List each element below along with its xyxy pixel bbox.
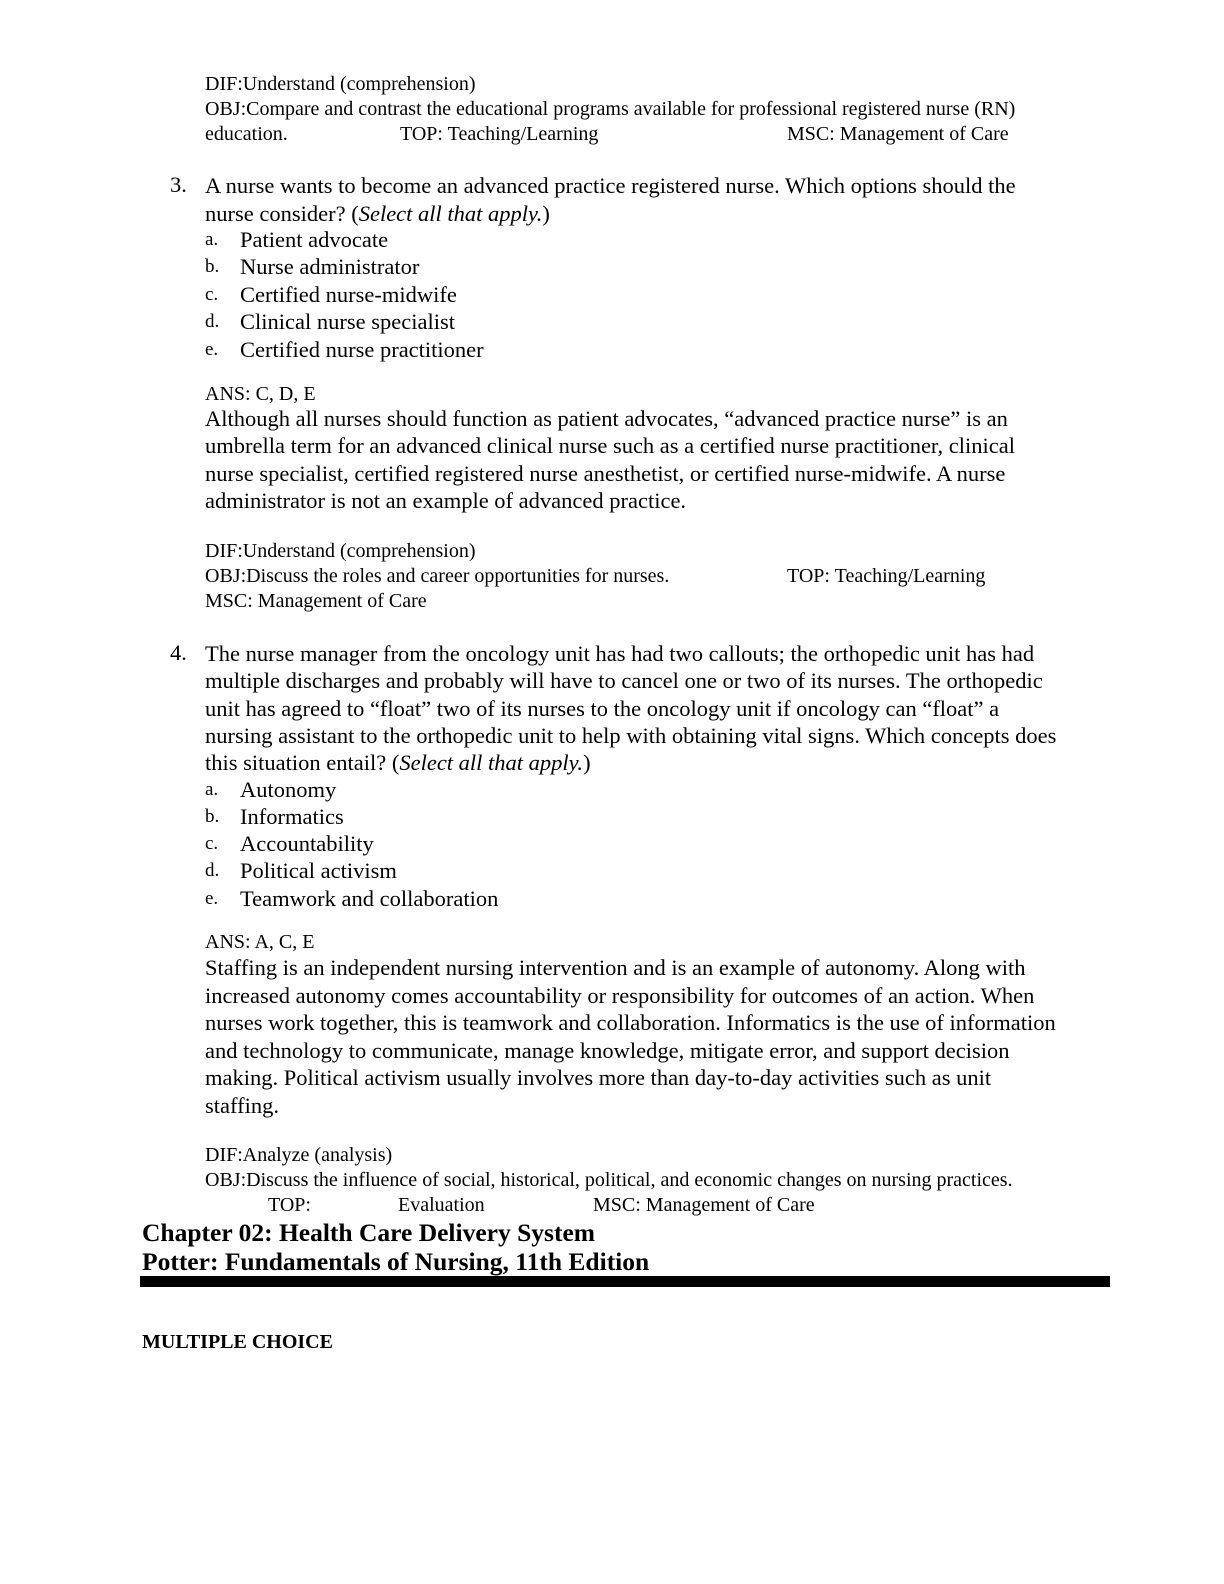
q4-stem-line2: multiple discharges and probably will have to cancel one or two of its nurses. The orthopedic (205, 668, 1043, 693)
section-heading: MULTIPLE CHOICE (142, 1331, 333, 1353)
q4-option-c: Accountability (240, 831, 374, 856)
q4-option-a-letter: a. (205, 779, 219, 800)
q3-answer: ANS: C, D, E (205, 383, 316, 405)
q4-rationale-line1: Staffing is an independent nursing intervention and is an example of autonomy. Along with (205, 955, 1026, 980)
q4-top-label: TOP: (268, 1194, 311, 1216)
q3-option-a-letter: a. (205, 229, 219, 250)
q3-option-d: Clinical nurse specialist (240, 309, 455, 334)
q3-option-e-letter: e. (205, 339, 219, 360)
q3-top: TOP: Teaching/Learning (787, 565, 986, 587)
q4-obj: OBJ:Discuss the influence of social, historical, political, and economic changes on nursing practices. (205, 1169, 1013, 1191)
q3-obj: OBJ:Discuss the roles and career opportunities for nurses. (205, 565, 670, 587)
q4-rationale-line3: nurses work together, this is teamwork and collaboration. Informatics is the use of information (205, 1010, 1056, 1035)
q3-number: 3. (170, 172, 187, 197)
q3-rationale-line3: nurse specialist, certified registered nurse anesthetist, or certified nurse-midwife. A nurse (205, 461, 1006, 486)
q4-stem-line1: The nurse manager from the oncology unit has had two callouts; the orthopedic unit has had (205, 641, 1035, 666)
q4-stem-line3: unit has agreed to “float” two of its nurses to the oncology unit if oncology can “float” a (205, 696, 1000, 721)
q4-msc: MSC: Management of Care (593, 1194, 815, 1216)
q4-option-a: Autonomy (240, 777, 337, 802)
book-title: Potter: Fundamentals of Nursing, 11th Edition (142, 1247, 650, 1276)
prev-msc: MSC: Management of Care (787, 123, 1009, 145)
chapter-title: Chapter 02: Health Care Delivery System (142, 1218, 596, 1247)
q3-option-a: Patient advocate (240, 227, 389, 252)
q3-option-b: Nurse administrator (240, 254, 420, 279)
q4-dif: DIF:Analyze (analysis) (205, 1144, 393, 1166)
q4-rationale-line2: increased autonomy comes accountability or responsibility for outcomes of an action. When (205, 983, 1035, 1008)
q4-option-c-letter: c. (205, 833, 219, 854)
heading-rule (140, 1276, 1110, 1287)
q4-number: 4. (170, 640, 187, 665)
q4-stem-line5: this situation entail? (Select all that apply.) (205, 750, 591, 775)
q4-rationale-line6: staffing. (205, 1093, 279, 1118)
q3-dif: DIF:Understand (comprehension) (205, 540, 476, 562)
prev-obj-line2: education. (205, 123, 288, 145)
q4-option-d: Political activism (240, 858, 397, 883)
q3-stem-line1: A nurse wants to become an advanced practice registered nurse. Which options should the (205, 173, 1016, 198)
q3-option-b-letter: b. (205, 256, 220, 277)
q3-rationale-line1: Although all nurses should function as patient advocates, “advanced practice nurse” is an (205, 406, 1008, 431)
q4-option-e-letter: e. (205, 888, 219, 909)
prev-top: TOP: Teaching/Learning (400, 123, 599, 145)
q3-option-c: Certified nurse-midwife (240, 282, 457, 307)
q3-option-c-letter: c. (205, 284, 219, 305)
q4-top-value: Evaluation (398, 1194, 485, 1216)
q4-option-b-letter: b. (205, 806, 220, 827)
q4-option-b: Informatics (240, 804, 344, 829)
q4-stem-line4: nursing assistant to the orthopedic unit to help with obtaining vital signs. Which concepts does (205, 723, 1057, 748)
q3-stem-line2: nurse consider? (Select all that apply.) (205, 201, 550, 226)
q4-option-d-letter: d. (205, 860, 220, 881)
q3-msc: MSC: Management of Care (205, 590, 427, 612)
q4-answer: ANS: A, C, E (205, 931, 315, 953)
prev-dif: DIF:Understand (comprehension) (205, 73, 476, 95)
q4-option-e: Teamwork and collaboration (240, 886, 499, 911)
q3-rationale-line2: umbrella term for an advanced clinical nurse such as a certified nurse practitioner, clinical (205, 433, 1015, 458)
prev-obj-line1: OBJ:Compare and contrast the educational programs available for professional registered nurse (RN) (205, 98, 1016, 120)
q3-option-d-letter: d. (205, 311, 220, 332)
q3-option-e: Certified nurse practitioner (240, 337, 484, 362)
q4-rationale-line4: and technology to communicate, manage knowledge, mitigate error, and support decision (205, 1038, 1010, 1063)
q4-rationale-line5: making. Political activism usually involves more than day-to-day activities such as unit (205, 1065, 992, 1090)
q3-rationale-line4: administrator is not an example of advanced practice. (205, 488, 687, 513)
